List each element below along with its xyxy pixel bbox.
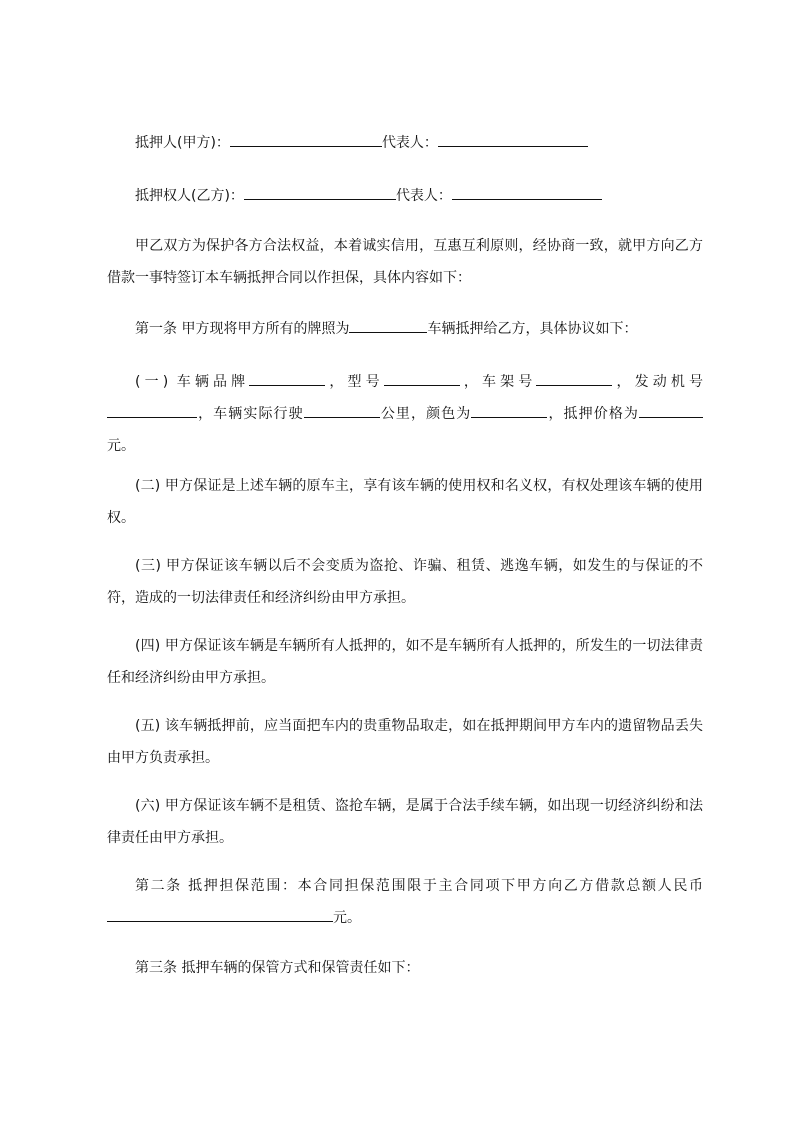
clause-1-engine-label: ，发动机号 <box>612 374 703 390</box>
party-a-rep-blank[interactable] <box>438 132 588 147</box>
article-1-suffix: 车辆抵押给乙方，具体协议如下： <box>427 321 638 337</box>
article-2 <box>107 870 703 934</box>
clause-2 <box>107 470 703 534</box>
clause-1-model-label: ，型号 <box>325 374 384 390</box>
clause-6 <box>107 790 703 854</box>
party-a-name-blank[interactable] <box>230 132 382 147</box>
price-blank[interactable] <box>639 403 703 418</box>
party-a-rep-label: 代表人： <box>381 135 438 151</box>
license-plate-blank[interactable] <box>349 318 427 333</box>
clause-1-color-label: 公里，颜色为 <box>379 406 472 422</box>
mileage-blank[interactable] <box>304 403 380 418</box>
model-blank[interactable] <box>384 371 460 386</box>
clause-1-brand-label: (一) 车辆品牌 <box>135 374 250 390</box>
engine-number-blank[interactable] <box>107 403 197 418</box>
clause-3-text: (三) 甲方保证该车辆以后不会变质为盗抢、诈骗、租赁、逃逸车辆，如发生的与保证的不符，造成的一切法律责任和经济纠纷由甲方承担。 <box>107 558 703 606</box>
article-1 <box>107 318 703 339</box>
party-a-line <box>107 132 703 153</box>
article-2-suffix: 元。 <box>333 910 361 926</box>
clause-1-yuan: 元。 <box>107 438 135 454</box>
clause-2-text: (二) 甲方保证是上述车辆的原车主，享有该车辆的使用权和名义权，有权处理该车辆的使用权。 <box>107 478 703 526</box>
brand-blank[interactable] <box>249 371 325 386</box>
color-blank[interactable] <box>471 403 547 418</box>
intro-paragraph <box>107 230 703 294</box>
clause-5 <box>107 710 703 774</box>
article-3-text: 第三条 抵押车辆的保管方式和保管责任如下： <box>135 960 420 976</box>
clause-1-price-label: ，抵押价格为 <box>547 406 640 422</box>
clause-4-text: (四) 甲方保证该车辆是车辆所有人抵押的，如不是车辆所有人抵押的，所发生的一切法律责任和经济纠纷由甲方承担。 <box>107 638 703 686</box>
intro-text: 甲乙双方为保护各方合法权益，本着诚实信用，互惠互利原则，经协商一致，就甲方向乙方借款一事特签订本车辆抵押合同以作担保，具体内容如下： <box>107 238 703 286</box>
article-2-prefix: 第二条 抵押担保范围：本合同担保范围限于主合同项下甲方向乙方借款总额人民币 <box>135 878 703 894</box>
loan-amount-blank[interactable] <box>107 907 333 922</box>
clause-5-text: (五) 该车辆抵押前，应当面把车内的贵重物品取走，如在抵押期间甲方车内的遗留物品丢失由甲方负责承担。 <box>107 718 703 766</box>
party-b-label: 抵押权人(乙方)： <box>135 188 244 204</box>
party-a-label: 抵押人(甲方)： <box>135 135 230 151</box>
vin-blank[interactable] <box>536 371 612 386</box>
clause-1 <box>107 366 703 462</box>
party-b-name-blank[interactable] <box>244 185 396 200</box>
article-3 <box>107 958 703 978</box>
clause-4 <box>107 630 703 694</box>
clause-6-text: (六) 甲方保证该车辆不是租赁、盗抢车辆，是属于合法手续车辆，如出现一切经济纠纷和法律责任由甲方承担。 <box>107 798 703 846</box>
article-1-prefix: 第一条 甲方现将甲方所有的牌照为 <box>135 321 350 337</box>
clause-1-vin-label: ，车架号 <box>459 374 537 390</box>
clause-1-mileage-label: ，车辆实际行驶 <box>197 406 304 422</box>
party-b-line <box>107 185 703 206</box>
party-b-rep-blank[interactable] <box>452 185 602 200</box>
clause-3 <box>107 550 703 614</box>
party-b-rep-label: 代表人： <box>395 188 452 204</box>
